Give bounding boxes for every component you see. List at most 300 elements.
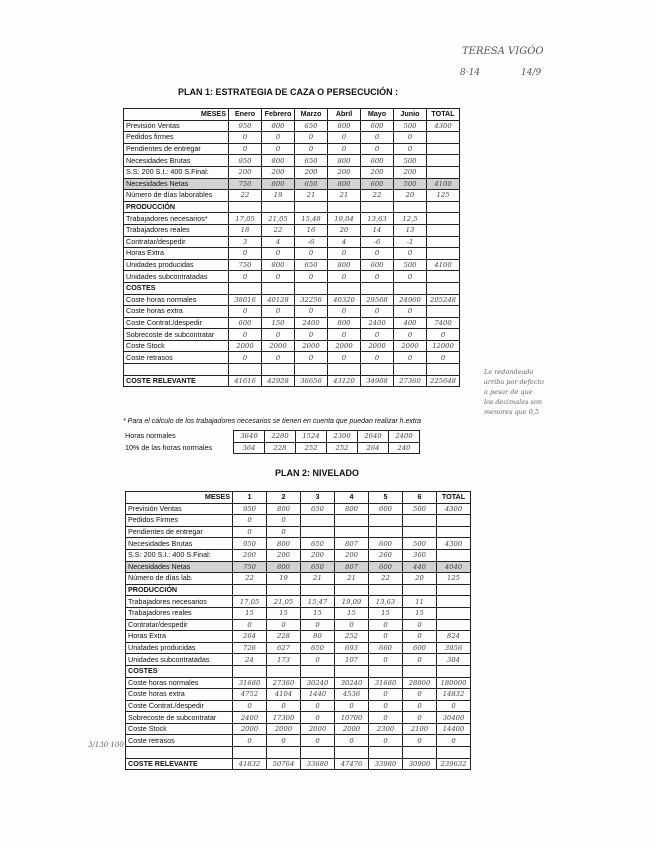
row-label: Unidades producidas: [126, 642, 233, 654]
table-cell: 2000: [229, 340, 262, 352]
table-cell: 0: [233, 526, 267, 538]
table-cell: 21: [335, 573, 369, 585]
table-cell: 19,09: [335, 596, 369, 608]
table-cell: 19: [267, 573, 301, 585]
margin-note-line: menores que 0,5: [484, 408, 540, 416]
table-cell: 824: [437, 631, 471, 643]
table-cell: 0: [369, 689, 403, 701]
table-row: [124, 364, 460, 376]
table-row: [126, 723, 471, 735]
table-cell: [295, 201, 328, 213]
table-cell: 950: [229, 120, 262, 132]
table-cell: 750: [229, 178, 262, 190]
table-cell: [403, 526, 437, 538]
hours-cell: 1524: [296, 431, 327, 443]
table-cell: -6: [361, 236, 394, 248]
table-cell: 11: [403, 596, 437, 608]
table-cell: [427, 155, 460, 167]
column-header: Enero: [229, 109, 262, 121]
table-cell: 12000: [427, 340, 460, 352]
row-label: PRODUCCIÓN: [126, 584, 233, 596]
table-row: [124, 248, 460, 260]
table-row: [126, 712, 471, 724]
table-cell: 3: [229, 236, 262, 248]
table-cell: 0: [369, 654, 403, 666]
table-cell: [233, 665, 267, 677]
table-row: [124, 294, 460, 306]
table-row: [124, 132, 460, 144]
table-cell: 800: [267, 561, 301, 573]
table-cell: [328, 364, 361, 376]
table-cell: [301, 526, 335, 538]
table-cell: [437, 665, 471, 677]
table-cell: [335, 526, 369, 538]
table-cell: [233, 584, 267, 596]
table-cell: [427, 166, 460, 178]
table-cell: 40320: [328, 294, 361, 306]
table-cell: 260: [369, 549, 403, 561]
table-cell: 0: [295, 271, 328, 283]
left-margin-note: [88, 741, 124, 750]
row-label: Coste retrasos: [126, 735, 233, 747]
table-cell: 0: [295, 143, 328, 155]
table-row: [124, 282, 460, 294]
student-code: 8·14: [460, 68, 481, 78]
row-label: Necesidades Brutas: [126, 538, 233, 550]
table-cell: [328, 201, 361, 213]
row-label: Coste retrasos: [124, 352, 229, 364]
row-label: Unidades subcontratadas: [126, 654, 233, 666]
table-cell: [394, 364, 427, 376]
table-cell: [437, 747, 471, 759]
row-label: Pendientes de entregar: [126, 526, 233, 538]
table-row: [124, 155, 460, 167]
table-cell: 2000: [335, 723, 369, 735]
column-header: TOTAL: [437, 492, 471, 504]
table-cell: 0: [394, 352, 427, 364]
table-cell: 800: [328, 259, 361, 271]
table-cell: [427, 306, 460, 318]
table-cell: 500: [394, 120, 427, 132]
table-cell: 200: [328, 166, 361, 178]
table-row: [124, 317, 460, 329]
table-cell: 750: [233, 561, 267, 573]
table-cell: 693: [335, 642, 369, 654]
table-cell: 0: [295, 306, 328, 318]
table-cell: 750: [229, 259, 262, 271]
row-label: Pedidos Firmes: [126, 515, 233, 527]
row-label: Trabajadores necesarios*: [124, 213, 229, 225]
table-cell: 0: [361, 329, 394, 341]
table-row: [126, 677, 471, 689]
plan1-hours-table: [123, 430, 420, 454]
table-cell: 800: [335, 503, 369, 515]
table-cell: 0: [328, 248, 361, 260]
table-cell: 0: [267, 515, 301, 527]
table-cell: 16: [295, 224, 328, 236]
table-cell: [369, 584, 403, 596]
table-cell: 2100: [403, 723, 437, 735]
table-cell: 15: [233, 607, 267, 619]
hours-row: [123, 431, 420, 443]
table-cell: 600: [229, 317, 262, 329]
header-row: [124, 109, 460, 121]
table-cell: 13,63: [361, 213, 394, 225]
table-cell: 800: [262, 120, 295, 132]
plan2-title: PLAN 2: NIVELADO: [275, 468, 360, 478]
table-cell: 17,05: [233, 596, 267, 608]
row-label: COSTE RELEVANTE: [124, 375, 229, 387]
table-cell: 12,5: [394, 213, 427, 225]
table-cell: 2000: [267, 723, 301, 735]
table-row: [126, 503, 471, 515]
table-cell: [427, 213, 460, 225]
row-label: Contratar/despedir: [126, 619, 233, 631]
table-cell: 80: [301, 631, 335, 643]
table-row: [126, 526, 471, 538]
table-cell: 21: [301, 573, 335, 585]
table-cell: 15: [301, 607, 335, 619]
table-cell: 0: [361, 352, 394, 364]
table-cell: 0: [335, 619, 369, 631]
table-cell: 0: [361, 132, 394, 144]
table-cell: 650: [295, 178, 328, 190]
table-row: [124, 259, 460, 271]
table-cell: 18: [229, 224, 262, 236]
handwritten-date: 14/9: [521, 68, 542, 78]
table-cell: 0: [267, 526, 301, 538]
table-cell: 20: [328, 224, 361, 236]
table-cell: 200: [229, 166, 262, 178]
table-cell: 0: [262, 271, 295, 283]
header-row: [126, 492, 471, 504]
table-cell: 2300: [369, 723, 403, 735]
table-cell: 0: [328, 132, 361, 144]
table-row: [126, 758, 471, 770]
table-row: [126, 549, 471, 561]
table-cell: 0: [394, 306, 427, 318]
table-cell: 10700: [335, 712, 369, 724]
table-cell: 0: [328, 143, 361, 155]
table-cell: 252: [335, 631, 369, 643]
table-cell: [328, 282, 361, 294]
table-cell: [437, 619, 471, 631]
table-cell: 600: [369, 503, 403, 515]
column-header: Junio: [394, 109, 427, 121]
table-cell: 800: [267, 538, 301, 550]
table-cell: [301, 584, 335, 596]
table-cell: 0: [403, 700, 437, 712]
table-cell: 21,05: [262, 213, 295, 225]
margin-note-line: a pesar de que: [484, 388, 533, 396]
table-cell: [427, 236, 460, 248]
table-cell: 31680: [233, 677, 267, 689]
table-cell: [369, 665, 403, 677]
hours-cell: 364: [234, 442, 265, 454]
table-cell: 0: [328, 271, 361, 283]
table-cell: 14400: [437, 723, 471, 735]
row-label: Sobrecoste de subcontratar: [126, 712, 233, 724]
table-row: [124, 201, 460, 213]
table-cell: 500: [394, 178, 427, 190]
table-cell: 4752: [233, 689, 267, 701]
hours-row-label: 10% de las horas normales: [125, 442, 213, 452]
row-label: Previsión Ventas: [124, 120, 229, 132]
table-cell: 15: [335, 607, 369, 619]
table-cell: 22: [262, 224, 295, 236]
table-cell: 0: [233, 619, 267, 631]
table-cell: 4: [262, 236, 295, 248]
table-row: [126, 665, 471, 677]
table-row: [124, 340, 460, 352]
table-cell: 0: [369, 735, 403, 747]
hours-cell: 264: [358, 442, 389, 454]
row-label: Unidades subcontratadas: [124, 271, 229, 283]
table-cell: 0: [262, 306, 295, 318]
table-cell: [361, 282, 394, 294]
row-label: Número de días laborables: [124, 190, 229, 202]
column-header: 4: [335, 492, 369, 504]
table-cell: [437, 584, 471, 596]
table-cell: 15: [369, 607, 403, 619]
table-cell: 0: [267, 735, 301, 747]
row-label: [126, 747, 233, 759]
row-label: Horas Extra: [124, 248, 229, 260]
table-cell: 0: [229, 248, 262, 260]
table-cell: 29568: [361, 294, 394, 306]
table-cell: 19,04: [328, 213, 361, 225]
table-cell: 21,05: [267, 596, 301, 608]
table-cell: 0: [361, 248, 394, 260]
table-cell: [369, 515, 403, 527]
table-cell: 4536: [335, 689, 369, 701]
column-header: 5: [369, 492, 403, 504]
table-cell: 4300: [427, 120, 460, 132]
table-cell: [262, 282, 295, 294]
table-cell: [262, 364, 295, 376]
table-cell: -1: [394, 236, 427, 248]
row-label: Trabajadores reales: [126, 607, 233, 619]
row-label: Necesidades Netas: [126, 561, 233, 573]
student-name: TERESA VIGÓO: [462, 46, 544, 57]
table-cell: [361, 201, 394, 213]
table-cell: 650: [295, 155, 328, 167]
row-label: S.S: 200 S.I.: 400 S.Final:: [124, 166, 229, 178]
table-cell: 31680: [369, 677, 403, 689]
column-header: Mayo: [361, 109, 394, 121]
column-header: 6: [403, 492, 437, 504]
table-cell: 0: [403, 619, 437, 631]
table-cell: 0: [262, 132, 295, 144]
table-row: [126, 607, 471, 619]
table-cell: [394, 201, 427, 213]
margin-note-line: arriba por defecto: [484, 378, 544, 386]
table-cell: [427, 132, 460, 144]
table-cell: 15: [267, 607, 301, 619]
table-cell: [229, 364, 262, 376]
row-label: COSTES: [124, 282, 229, 294]
table-cell: 50764: [267, 758, 301, 770]
table-cell: 600: [369, 561, 403, 573]
table-cell: 36656: [295, 375, 328, 387]
table-cell: 0: [369, 700, 403, 712]
column-header: Marzo: [295, 109, 328, 121]
table-cell: 24: [233, 654, 267, 666]
table-cell: 15: [403, 607, 437, 619]
table-cell: 2400: [295, 317, 328, 329]
table-cell: [361, 364, 394, 376]
table-cell: 0: [335, 700, 369, 712]
table-row: [126, 631, 471, 643]
table-cell: 4300: [437, 538, 471, 550]
table-cell: [301, 665, 335, 677]
table-cell: 500: [394, 259, 427, 271]
margin-note-line: los decimales son: [484, 398, 542, 406]
table-cell: 650: [301, 503, 335, 515]
table-cell: [403, 665, 437, 677]
table-cell: 32256: [295, 294, 328, 306]
table-cell: 304: [437, 654, 471, 666]
row-label: Contratar/despedir: [124, 236, 229, 248]
table-cell: 0: [361, 143, 394, 155]
table-row: [126, 654, 471, 666]
table-cell: -6: [295, 236, 328, 248]
table-cell: [262, 201, 295, 213]
table-cell: 600: [361, 178, 394, 190]
table-cell: 30240: [335, 677, 369, 689]
table-cell: 14832: [437, 689, 471, 701]
table-cell: 0: [403, 735, 437, 747]
table-cell: 4100: [427, 178, 460, 190]
table-row: [124, 236, 460, 248]
table-cell: 0: [427, 329, 460, 341]
table-cell: 0: [427, 352, 460, 364]
table-cell: 0: [267, 619, 301, 631]
table-cell: 0: [295, 352, 328, 364]
table-cell: 0: [262, 352, 295, 364]
row-label: Pedidos firmes: [124, 132, 229, 144]
table-cell: 30900: [403, 758, 437, 770]
table-cell: 2000: [262, 340, 295, 352]
row-label: Unidades producidas: [124, 259, 229, 271]
table-row: [124, 224, 460, 236]
row-label: Pendientes de entregar: [124, 143, 229, 155]
table-cell: 600: [361, 155, 394, 167]
table-cell: 2400: [361, 317, 394, 329]
table-cell: [427, 271, 460, 283]
table-cell: 0: [369, 631, 403, 643]
table-cell: 0: [394, 248, 427, 260]
table-cell: 800: [328, 120, 361, 132]
table-cell: 500: [394, 155, 427, 167]
table-cell: 2400: [233, 712, 267, 724]
table-cell: [295, 364, 328, 376]
plan1-table: [123, 108, 460, 387]
table-cell: [427, 224, 460, 236]
table-cell: [394, 282, 427, 294]
table-cell: 800: [262, 259, 295, 271]
table-cell: 0: [233, 735, 267, 747]
table-row: [124, 143, 460, 155]
table-cell: 15,47: [301, 596, 335, 608]
table-cell: 0: [229, 329, 262, 341]
table-cell: 40128: [262, 294, 295, 306]
table-cell: 200: [267, 549, 301, 561]
table-cell: 0: [262, 248, 295, 260]
row-label: COSTES: [126, 665, 233, 677]
table-cell: 726: [233, 642, 267, 654]
table-row: [126, 642, 471, 654]
table-cell: [437, 607, 471, 619]
table-cell: 264: [233, 631, 267, 643]
table-cell: [229, 282, 262, 294]
table-cell: 500: [403, 503, 437, 515]
table-cell: 15,48: [295, 213, 328, 225]
table-cell: 22: [361, 190, 394, 202]
table-cell: 0: [233, 700, 267, 712]
table-row: [126, 573, 471, 585]
table-cell: 27360: [267, 677, 301, 689]
table-cell: 22: [369, 573, 403, 585]
table-cell: 0: [229, 306, 262, 318]
table-cell: 3956: [437, 642, 471, 654]
table-cell: 4: [328, 236, 361, 248]
table-cell: 20: [394, 190, 427, 202]
table-cell: 14: [361, 224, 394, 236]
table-cell: [403, 515, 437, 527]
table-cell: 27360: [394, 375, 427, 387]
table-row: [126, 584, 471, 596]
table-cell: 800: [262, 155, 295, 167]
table-cell: 41616: [229, 375, 262, 387]
table-cell: 38016: [229, 294, 262, 306]
table-cell: [335, 665, 369, 677]
table-cell: 228: [267, 631, 301, 643]
table-cell: [301, 747, 335, 759]
table-row: [126, 619, 471, 631]
row-label: Coste Contrat./despedir: [126, 700, 233, 712]
hours-cell: 2640: [358, 431, 389, 443]
row-label: PRODUCCIÓN: [124, 201, 229, 213]
table-cell: 950: [229, 155, 262, 167]
margin-note-line: Le redondeado: [484, 368, 534, 376]
table-row: [126, 561, 471, 573]
table-cell: 0: [233, 515, 267, 527]
row-label: Necesidades Brutas: [124, 155, 229, 167]
table-cell: 0: [262, 329, 295, 341]
table-cell: 0: [301, 735, 335, 747]
hours-cell: 240: [389, 442, 420, 454]
table-cell: 650: [295, 120, 328, 132]
table-cell: 21: [328, 190, 361, 202]
table-cell: 627: [267, 642, 301, 654]
table-cell: 660: [369, 642, 403, 654]
table-row: [126, 700, 471, 712]
table-cell: 200: [233, 549, 267, 561]
table-row: [124, 271, 460, 283]
hours-cell: 252: [327, 442, 358, 454]
hours-cell: 228: [265, 442, 296, 454]
table-cell: 30240: [301, 677, 335, 689]
table-cell: [427, 248, 460, 260]
table-cell: [369, 526, 403, 538]
table-row: [124, 375, 460, 387]
table-cell: [335, 584, 369, 596]
row-label: Necesidades Netas: [124, 178, 229, 190]
table-cell: 360: [403, 549, 437, 561]
table-cell: 200: [394, 166, 427, 178]
table-cell: 600: [361, 259, 394, 271]
